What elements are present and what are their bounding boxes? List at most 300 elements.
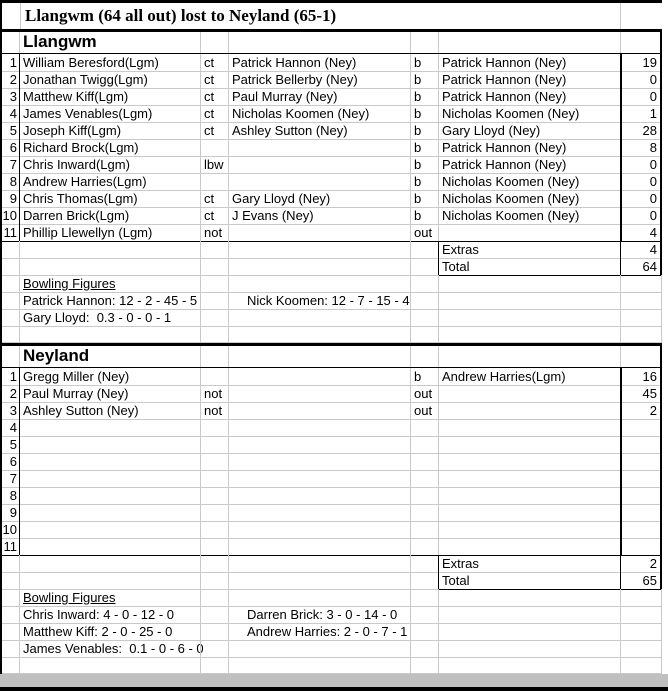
dismissal-how [200,504,228,522]
dismissal-how [200,419,228,437]
runs-value: 0 [620,207,662,225]
bowling-figures-heading-row [2,275,662,292]
bowling-row-cell [438,326,620,343]
bowling-figure-right [228,326,410,343]
dismissal-out [410,487,438,505]
bowling-row-cell [200,657,228,674]
runs-value: 16 [620,368,662,386]
extras-row-cell [200,241,228,259]
row-number: 10 [2,521,20,539]
bowling-row-cell [410,589,438,607]
row-number: 9 [2,504,20,522]
row-number: 3 [2,88,20,106]
batting-row [2,54,662,71]
batsman-name [20,453,200,471]
extras-label: Extras [438,241,620,259]
batting-row [2,156,662,173]
dismissal-how: not [200,385,228,403]
bowling-figures-row [2,623,662,640]
batsman-name [20,487,200,505]
batsman-name: Jonathan Twigg(Lgm) [20,71,200,89]
team-row-cell [2,32,20,53]
total-value: 65 [620,572,662,590]
team-row-cell [620,32,662,53]
dismissal-how [200,139,228,157]
extras-label: Extras [438,555,620,573]
bowling-row-cell [2,326,20,343]
bowling-row-cell [410,623,438,641]
team-header-row [2,346,662,368]
bowling-row-cell [438,606,620,624]
row-number: 9 [2,190,20,208]
batsman-name [20,521,200,539]
bowler-name: Nicholas Koomen (Ney) [438,190,620,208]
match-title: Llangwm (64 all out) lost to Neyland (65-1) [20,3,620,29]
bowler-name [438,436,620,454]
bowling-row-cell [620,623,662,641]
fielder-name: Nicholas Koomen (Ney) [228,105,410,123]
fielder-name [228,538,410,556]
bowling-row-cell [410,292,438,310]
batting-row [2,419,662,436]
bowling-row-cell [200,292,228,310]
dismissal-how [200,436,228,454]
bowling-figure-left [20,657,200,674]
bowling-figure-left: Gary Lloyd: 0.3 - 0 - 0 - 1 [20,309,200,327]
bowling-row-cell [620,589,662,607]
total-row-cell [2,572,20,590]
extras-row-cell [410,555,438,573]
batting-row [2,368,662,385]
bowling-row-cell [620,309,662,327]
row-number: 10 [2,207,20,225]
runs-value [620,487,662,505]
extras-row-cell [200,555,228,573]
dismissal-how: lbw [200,156,228,174]
row-number: 6 [2,453,20,471]
bowler-name [438,487,620,505]
fielder-name: Patrick Hannon (Ney) [228,54,410,72]
runs-value [620,436,662,454]
batting-row [2,453,662,470]
fielder-name [228,385,410,403]
bowling-row-cell [620,275,662,293]
batting-row [2,470,662,487]
team-row-cell [438,346,620,367]
bottom-scrollbar[interactable] [0,674,668,687]
row-number: 8 [2,173,20,191]
team-row-cell [620,346,662,367]
bowling-row-cell [620,326,662,343]
bowling-figure-left: Chris Inward: 4 - 0 - 12 - 0 [20,606,200,624]
bowling-figures-row [2,309,662,326]
bowling-row-cell [2,640,20,658]
runs-value [620,521,662,539]
bowling-row-cell [2,309,20,327]
extras-row-cell [228,241,410,259]
runs-value: 2 [620,402,662,420]
batsman-name [20,538,200,556]
batting-row [2,190,662,207]
bowling-figure-right [228,657,410,674]
bowling-row-cell [438,309,620,327]
dismissal-out: b [410,88,438,106]
dismissal-how: ct [200,122,228,140]
bowling-row-cell [2,623,20,641]
bowling-figure-right: Nick Koomen: 12 - 7 - 15 - 4 [228,292,410,310]
runs-value: 28 [620,122,662,140]
fielder-name [228,156,410,174]
row-number: 5 [2,436,20,454]
extras-row [2,241,662,258]
runs-value: 0 [620,88,662,106]
bowling-row-cell [200,640,228,658]
dismissal-how: not [200,224,228,242]
bowling-row-cell [410,326,438,343]
bowler-name: Andrew Harries(Lgm) [438,368,620,386]
bowling-row-cell [410,606,438,624]
team-row-cell [228,346,410,367]
total-label: Total [438,572,620,590]
fielder-name [228,368,410,386]
row-number: 2 [2,71,20,89]
innings-sections [2,32,662,674]
total-row-cell [200,572,228,590]
bowler-name [438,538,620,556]
row-number: 4 [2,419,20,437]
dismissal-out: b [410,54,438,72]
fielder-name [228,139,410,157]
fielder-name [228,487,410,505]
bowling-figure-left [20,326,200,343]
batsman-name [20,436,200,454]
dismissal-how: ct [200,54,228,72]
bowling-row-cell [620,292,662,310]
bowling-figure-right [228,640,410,658]
bowling-row-cell [200,623,228,641]
fielder-name [228,436,410,454]
dismissal-out: b [410,207,438,225]
row-number: 7 [2,156,20,174]
dismissal-out: out [410,224,438,242]
total-label: Total [438,258,620,276]
dismissal-out: b [410,190,438,208]
bowling-figures-row [2,292,662,309]
bowling-row-cell [200,589,228,607]
batsman-name: Chris Thomas(Lgm) [20,190,200,208]
bowler-name: Nicholas Koomen (Ney) [438,105,620,123]
dismissal-out [410,453,438,471]
runs-value: 8 [620,139,662,157]
bowling-figure-left: James Venables: 0.1 - 0 - 6 - 0 [20,640,200,658]
fielder-name [228,419,410,437]
bowling-row-cell [438,275,620,293]
dismissal-out: out [410,402,438,420]
batting-row [2,436,662,453]
batsman-name: Phillip Llewellyn (Lgm) [20,224,200,242]
dismissal-how [200,368,228,386]
batsman-name: James Venables(Lgm) [20,105,200,123]
row-number: 11 [2,224,20,242]
bowler-name: Gary Lloyd (Ney) [438,122,620,140]
bowler-name [438,504,620,522]
bowling-row-cell [228,589,410,607]
runs-value: 1 [620,105,662,123]
dismissal-how [200,173,228,191]
extras-row-cell [2,555,20,573]
batsman-name: Joseph Kiff(Lgm) [20,122,200,140]
bowler-name: Nicholas Koomen (Ney) [438,207,620,225]
extras-value: 2 [620,555,662,573]
dismissal-how [200,453,228,471]
batsman-name: Gregg Miller (Ney) [20,368,200,386]
row-number: 1 [2,54,20,72]
fielder-name [228,470,410,488]
fielder-name: J Evans (Ney) [228,207,410,225]
batting-row [2,173,662,190]
total-row [2,258,662,275]
bowling-row-cell [438,623,620,641]
total-row-cell [20,572,200,590]
bowling-row-cell [410,275,438,293]
bowling-figures-heading: Bowling Figures [20,275,200,293]
bowling-row-cell [620,640,662,658]
row-number: 1 [2,368,20,386]
row-number: 7 [2,470,20,488]
team-row-cell [438,32,620,53]
team-row-cell [410,346,438,367]
team-row-cell [2,346,20,367]
batsman-name: Andrew Harries(Lgm) [20,173,200,191]
batting-row [2,139,662,156]
runs-value: 4 [620,224,662,242]
dismissal-out: b [410,173,438,191]
row-number: 4 [2,105,20,123]
bowling-row-cell [438,657,620,674]
bowling-row-cell [228,275,410,293]
bowler-name [438,385,620,403]
batting-row [2,538,662,555]
batting-row [2,385,662,402]
batsman-name: Paul Murray (Ney) [20,385,200,403]
fielder-name: Patrick Bellerby (Ney) [228,71,410,89]
total-row-cell [228,258,410,276]
bowling-row-cell [2,275,20,293]
total-row-cell [20,258,200,276]
runs-value [620,419,662,437]
bowling-row-cell [200,309,228,327]
dismissal-out: b [410,105,438,123]
batsman-name [20,504,200,522]
dismissal-how: not [200,402,228,420]
dismissal-out: b [410,122,438,140]
dismissal-out [410,521,438,539]
fielder-name [228,402,410,420]
runs-value: 45 [620,385,662,403]
bowling-figures-row [2,640,662,657]
batsman-name: Darren Brick(Lgm) [20,207,200,225]
team-row-cell [200,32,228,53]
fielder-name [228,504,410,522]
bowling-figure-right [228,309,410,327]
dismissal-out: b [410,71,438,89]
total-row-cell [410,572,438,590]
bowling-figure-left: Patrick Hannon: 12 - 2 - 45 - 5 [20,292,200,310]
bowling-row-cell [620,657,662,674]
runs-value [620,470,662,488]
innings-section-llangwm [2,32,662,343]
title-margin-cell [2,3,20,29]
dismissal-out [410,470,438,488]
runs-value: 0 [620,190,662,208]
batsman-name [20,470,200,488]
bowler-name [438,402,620,420]
bowler-name [438,521,620,539]
bowling-figures-row [2,657,662,674]
fielder-name [228,173,410,191]
extras-row [2,555,662,572]
fielder-name [228,224,410,242]
team-name: Neyland [23,346,90,365]
team-header-row [2,32,662,54]
runs-value: 0 [620,71,662,89]
bowler-name: Patrick Hannon (Ney) [438,156,620,174]
fielder-name: Ashley Sutton (Ney) [228,122,410,140]
total-row-cell [228,572,410,590]
bowler-name [438,419,620,437]
bowling-figure-left: Matthew Kiff: 2 - 0 - 25 - 0 [20,623,200,641]
dismissal-out [410,504,438,522]
row-number: 5 [2,122,20,140]
dismissal-how: ct [200,71,228,89]
batting-row [2,504,662,521]
batsman-name: William Beresford(Lgm) [20,54,200,72]
batting-row [2,487,662,504]
extras-row-cell [20,555,200,573]
dismissal-how [200,470,228,488]
extras-value: 4 [620,241,662,259]
dismissal-how: ct [200,88,228,106]
bowling-row-cell [2,606,20,624]
row-number: 11 [2,538,20,556]
bowling-row-cell [438,640,620,658]
batsman-name: Chris Inward(Lgm) [20,156,200,174]
bowling-row-cell [410,640,438,658]
bowling-row-cell [438,589,620,607]
dismissal-how [200,538,228,556]
batting-row [2,122,662,139]
extras-row-cell [228,555,410,573]
dismissal-out: b [410,156,438,174]
title-right-cell [620,3,662,29]
bowler-name: Patrick Hannon (Ney) [438,71,620,89]
runs-value: 0 [620,173,662,191]
batting-row [2,207,662,224]
batsman-name: Matthew Kiff(Lgm) [20,88,200,106]
dismissal-how: ct [200,207,228,225]
runs-value [620,504,662,522]
bowling-figures-heading: Bowling Figures [20,589,200,607]
batting-row [2,224,662,241]
fielder-name: Gary Lloyd (Ney) [228,190,410,208]
bowler-name [438,470,620,488]
team-name: Llangwm [23,32,97,51]
runs-value: 19 [620,54,662,72]
batsman-name: Ashley Sutton (Ney) [20,402,200,420]
batting-row [2,88,662,105]
dismissal-out: out [410,385,438,403]
total-row-cell [410,258,438,276]
batting-row [2,521,662,538]
extras-row-cell [2,241,20,259]
bowling-figure-right: Andrew Harries: 2 - 0 - 7 - 1 [228,623,410,641]
extras-row-cell [20,241,200,259]
bowling-row-cell [2,589,20,607]
bowling-row-cell [2,657,20,674]
row-number: 6 [2,139,20,157]
team-row-cell [410,32,438,53]
batsman-name [20,419,200,437]
runs-value [620,453,662,471]
bowler-name: Patrick Hannon (Ney) [438,139,620,157]
bowling-row-cell [200,275,228,293]
total-row-cell [2,258,20,276]
dismissal-how [200,521,228,539]
bowling-row-cell [410,309,438,327]
bowler-name [438,224,620,242]
batting-row [2,71,662,88]
bowling-figures-row [2,326,662,343]
bowling-figures-heading-row [2,589,662,606]
dismissal-out [410,538,438,556]
bowling-figure-right: Darren Brick: 3 - 0 - 14 - 0 [228,606,410,624]
total-value: 64 [620,258,662,276]
bottom-border-bar [0,687,668,691]
dismissal-how: ct [200,190,228,208]
dismissal-out: b [410,139,438,157]
bowler-name: Patrick Hannon (Ney) [438,54,620,72]
fielder-name [228,521,410,539]
dismissal-out [410,419,438,437]
total-row-cell [200,258,228,276]
row-number: 2 [2,385,20,403]
dismissal-how: ct [200,105,228,123]
bowling-row-cell [438,292,620,310]
batting-row [2,402,662,419]
dismissal-how [200,487,228,505]
fielder-name: Paul Murray (Ney) [228,88,410,106]
bowling-figures-row [2,606,662,623]
runs-value: 0 [620,156,662,174]
team-row-cell [228,32,410,53]
bowler-name: Nicholas Koomen (Ney) [438,173,620,191]
bowling-row-cell [200,326,228,343]
bowling-row-cell [2,292,20,310]
extras-row-cell [410,241,438,259]
dismissal-out [410,436,438,454]
total-row [2,572,662,589]
batting-row [2,105,662,122]
bowler-name [438,453,620,471]
bowler-name: Patrick Hannon (Ney) [438,88,620,106]
bowling-row-cell [200,606,228,624]
fielder-name [228,453,410,471]
bowling-row-cell [410,657,438,674]
dismissal-out: b [410,368,438,386]
runs-value [620,538,662,556]
innings-section-neyland [2,343,662,674]
row-number: 3 [2,402,20,420]
